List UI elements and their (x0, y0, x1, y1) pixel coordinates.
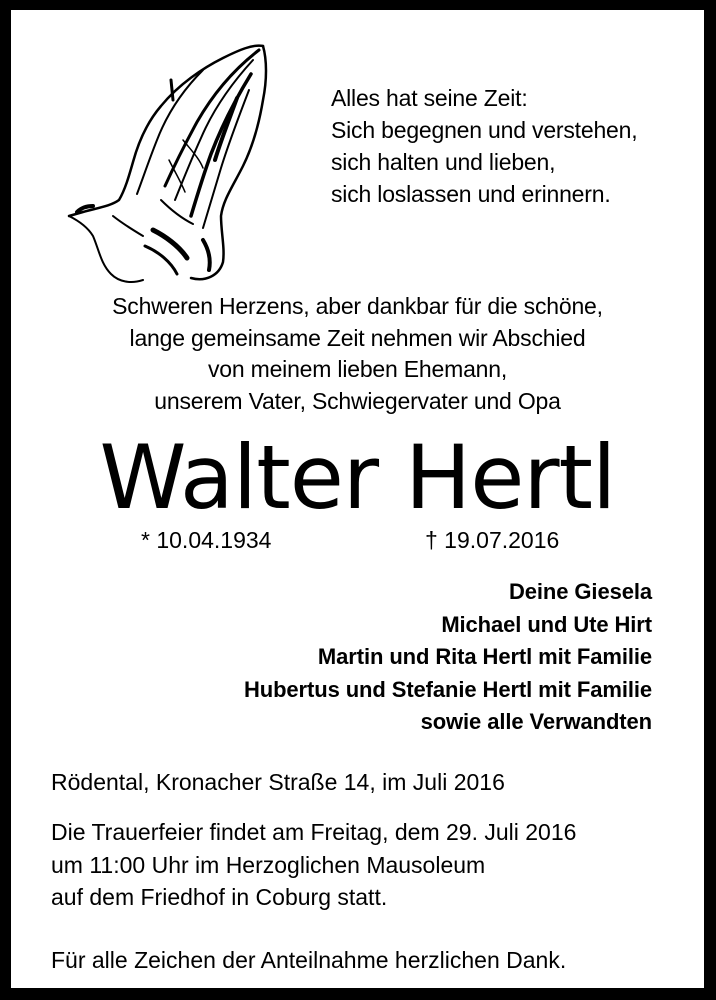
obituary-notice (11, 10, 704, 988)
funeral-service-info (51, 816, 576, 914)
intro-line: unserem Vater, Schwiegervater und Opa (154, 387, 561, 414)
deceased-name: Walter Hertl (99, 426, 616, 529)
poem-line: Alles hat seine Zeit: (331, 85, 528, 111)
mourner: Hubertus und Stefanie Hertl mit Familie (243, 676, 652, 702)
intro-line: lange gemeinsame Zeit nehmen wir Abschied (129, 324, 586, 351)
birth-date: * 10.04.1934 (141, 527, 272, 553)
mourners-list (244, 576, 652, 739)
service-line: auf dem Friedhof in Coburg statt. (51, 884, 388, 910)
thanks-note: Für alle Zeichen der Anteilnahme herzlichen Dank. (51, 947, 567, 973)
poem-line: sich loslassen und erinnern. (331, 181, 611, 207)
mourner: Deine Giesela (509, 579, 652, 604)
mourner: Martin und Rita Hertl mit Familie (317, 644, 652, 669)
mourner: sowie alle Verwandten (420, 709, 652, 734)
poem (331, 82, 637, 210)
mourner: Michael und Ute Hirt (441, 611, 652, 637)
intro-line: von meinem lieben Ehemann, (207, 356, 508, 382)
intro-text (11, 291, 704, 417)
place-and-date: Rödental, Kronacher Straße 14, im Juli 2016 (51, 769, 505, 795)
praying-hands-icon (53, 40, 273, 290)
intro-line: Schweren Herzens, aber dankbar für die schöne, (112, 293, 603, 319)
service-line: Die Trauerfeier findet am Freitag, dem 29. Juli 2016 (51, 819, 577, 845)
poem-line: sich halten und lieben, (331, 149, 556, 175)
death-date: † 19.07.2016 (425, 527, 560, 553)
poem-line: Sich begegnen und verstehen, (331, 117, 638, 143)
service-line: um 11:00 Uhr im Herzoglichen Mausoleum (51, 851, 486, 878)
